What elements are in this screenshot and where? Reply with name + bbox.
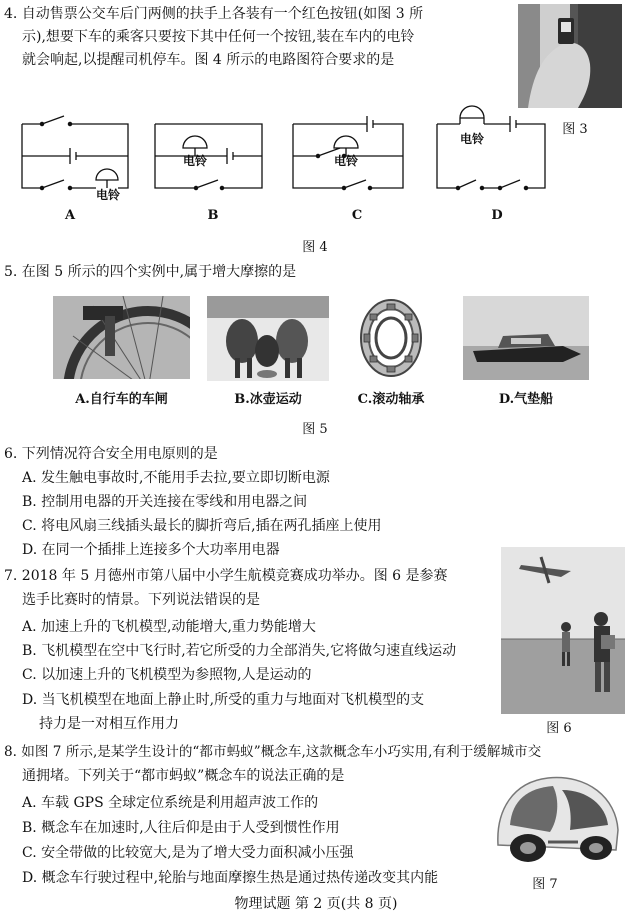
q6-option-d: D. 在同一个插排上连接多个大功率用电器 bbox=[22, 542, 280, 558]
q7-option-d-line2: 持力是一对相互作用力 bbox=[39, 716, 179, 732]
q7-option-a: A. 加速上升的飞机模型,动能增大,重力势能增大 bbox=[22, 619, 316, 635]
fig5-caption-a: A.自行车的车闸 bbox=[75, 392, 168, 407]
q8-option-c: C. 安全带做的比较宽大,是为了增大受力面积减小压强 bbox=[22, 845, 354, 861]
bell-label-b: 电铃 bbox=[182, 154, 207, 168]
option-b: B bbox=[207, 208, 219, 223]
q7-option-b: B. 飞机模型在空中飞行时,若它所受的力全部消失,它将做匀速直线运动 bbox=[22, 643, 457, 659]
fig5-bicycle-brake-photo bbox=[53, 296, 190, 379]
q7-option-c: C. 以加速上升的飞机模型为参照物,人是运动的 bbox=[22, 667, 312, 683]
q6-option-c: C. 将电风扇三线插头最长的脚折弯后,插在两孔插座上使用 bbox=[22, 518, 382, 534]
fig3-caption: 图 3 bbox=[562, 122, 588, 137]
fig7-caption: 图 7 bbox=[532, 877, 558, 892]
fig5-caption-d: D.气垫船 bbox=[498, 392, 554, 407]
option-c: C bbox=[351, 208, 363, 223]
fig4-circuits bbox=[0, 100, 632, 240]
fig3-photo bbox=[518, 4, 622, 108]
fig5-caption: 图 5 bbox=[302, 422, 328, 437]
fig4-caption: 图 4 bbox=[302, 240, 328, 255]
page-footer: 物理试题 第 2 页(共 8 页) bbox=[234, 896, 398, 912]
fig5-bearing-photo bbox=[356, 296, 426, 380]
q6-option-a: A. 发生触电事故时,不能用手去拉,要立即切断电源 bbox=[22, 470, 330, 486]
q4-line2: 示),想要下车的乘客只要按下其中任何一个按钮,装在车内的电铃 bbox=[22, 29, 415, 45]
q5-line1: 5. 在图 5 所示的四个实例中,属于增大摩擦的是 bbox=[4, 264, 297, 280]
q8-line2: 通拥堵。下列关于“都市蚂蚁”概念车的说法正确的是 bbox=[22, 768, 345, 784]
fig5-caption-b: B.冰壶运动 bbox=[234, 392, 302, 407]
bell-label-d: 电铃 bbox=[459, 132, 484, 146]
q4-line1: 4. 自动售票公交车后门两侧的扶手上各装有一个红色按钮(如图 3 所 bbox=[4, 6, 424, 22]
bell-label-a: 电铃 bbox=[95, 188, 120, 202]
q8-option-b: B. 概念车在加速时,人往后仰是由于人受到惯性作用 bbox=[22, 820, 340, 836]
bell-label-c: 电铃 bbox=[333, 154, 358, 168]
fig5-hovercraft-photo bbox=[463, 296, 589, 380]
circuit-a bbox=[22, 116, 128, 190]
fig5-curling-photo bbox=[207, 296, 329, 381]
fig6-caption: 图 6 bbox=[546, 721, 572, 736]
q8-line1: 8. 如图 7 所示,是某学生设计的“都市蚂蚁”概念车,这款概念车小巧实用,有利于缓解城市交 bbox=[4, 744, 542, 760]
q6-option-b: B. 控制用电器的开关连接在零线和用电器之间 bbox=[22, 494, 308, 510]
fig5-caption-c: C.滚动轴承 bbox=[357, 392, 425, 407]
circuit-d bbox=[437, 106, 545, 190]
q6-line1: 6. 下列情况符合安全用电原则的是 bbox=[4, 446, 218, 462]
q8-option-a: A. 车载 GPS 全球定位系统是利用超声波工作的 bbox=[22, 795, 319, 811]
fig6-photo bbox=[501, 547, 625, 714]
option-d: D bbox=[491, 208, 503, 223]
q7-line1: 7. 2018 年 5 月德州市第八届中小学生航模竞赛成功举办。图 6 是参赛 bbox=[4, 568, 448, 584]
q7-line2: 选手比赛时的情景。下列说法错误的是 bbox=[22, 592, 260, 608]
option-a: A bbox=[64, 208, 76, 223]
q4-line3: 就会响起,以提醒司机停车。图 4 所示的电路图符合要求的是 bbox=[22, 52, 395, 68]
fig7-concept-car-image bbox=[488, 770, 628, 870]
q8-option-d: D. 概念车行驶过程中,轮胎与地面摩擦生热是通过热传递改变其内能 bbox=[22, 870, 439, 886]
q7-option-d-line1: D. 当飞机模型在地面上静止时,所受的重力与地面对飞机模型的支 bbox=[22, 692, 425, 708]
